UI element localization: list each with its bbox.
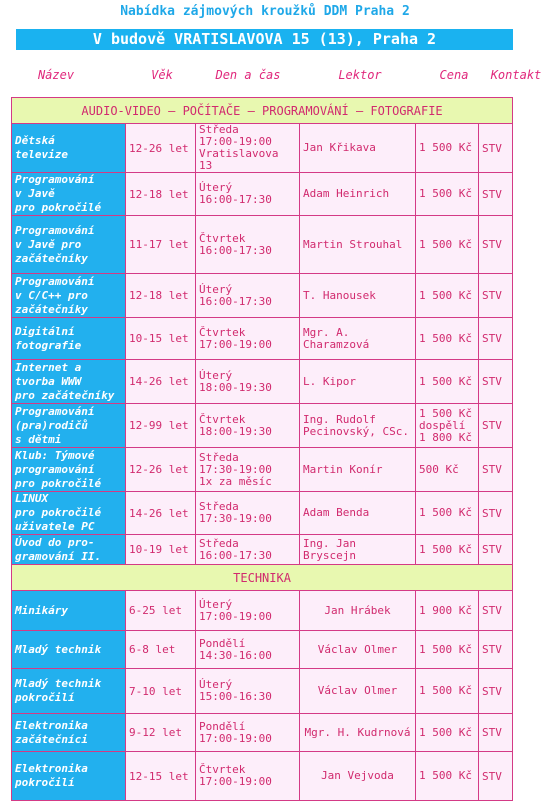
course-teacher: L. Kipor <box>300 360 416 404</box>
course-day-time: Středa 16:00-17:30 <box>196 535 300 565</box>
course-contact: STV <box>479 752 513 801</box>
course-name: Dětská televize <box>12 124 126 173</box>
course-teacher: Jan Hrábek <box>300 591 416 631</box>
table-row <box>12 124 513 173</box>
course-name: Internet a tvorba WWW pro začátečníky <box>12 360 126 404</box>
course-day-time: Čtvrtek 17:00-19:00 <box>196 752 300 801</box>
course-teacher: Mgr. A. Charamzová <box>300 318 416 360</box>
header-teacher: Lektor <box>338 68 382 82</box>
course-contact: STV <box>479 631 513 669</box>
course-price: 1 500 Kč <box>416 318 479 360</box>
course-name: Mladý technik pokročilí <box>12 669 126 714</box>
course-teacher: Ing. Rudolf Pecinovský, CSc. <box>300 404 416 448</box>
header-age: Věk <box>151 68 173 82</box>
table-row <box>12 404 513 448</box>
course-name: Programování v C/C++ pro začátečníky <box>12 274 126 318</box>
course-price: 1 500 Kč <box>416 124 479 173</box>
table-row <box>12 360 513 404</box>
course-teacher: Václav Olmer <box>300 631 416 669</box>
course-age: 12-18 let <box>126 173 196 216</box>
course-name: Programování v Javě pro začátečníky <box>12 216 126 274</box>
course-day-time: Středa 17:00-19:00 Vratislavova 13 <box>196 124 300 173</box>
course-day-time: Pondělí 14:30-16:00 <box>196 631 300 669</box>
page-title: Nabídka zájmových kroužků DDM Praha 2 <box>120 4 410 19</box>
course-day-time: Úterý 16:00-17:30 <box>196 274 300 318</box>
course-contact: STV <box>479 591 513 631</box>
course-price: 1 500 Kč <box>416 173 479 216</box>
course-contact: STV <box>479 448 513 492</box>
course-day-time: Pondělí 17:00-19:00 <box>196 714 300 752</box>
header-name: Název <box>37 68 75 82</box>
course-age: 12-26 let <box>126 124 196 173</box>
header-contact: Kontakt <box>490 68 542 82</box>
course-day-time: Úterý 16:00-17:30 <box>196 173 300 216</box>
course-price: 1 500 Kč <box>416 492 479 535</box>
course-age: 10-15 let <box>126 318 196 360</box>
course-age: 12-26 let <box>126 448 196 492</box>
course-contact: STV <box>479 535 513 565</box>
course-teacher: Mgr. H. Kudrnová <box>300 714 416 752</box>
course-age: 9-12 let <box>126 714 196 752</box>
course-age: 6-25 let <box>126 591 196 631</box>
table-row <box>12 631 513 669</box>
table-row <box>12 274 513 318</box>
table-row <box>12 752 513 801</box>
course-contact: STV <box>479 360 513 404</box>
header-price: Cena <box>439 68 469 82</box>
course-age: 12-15 let <box>126 752 196 801</box>
table-row <box>12 173 513 216</box>
course-price: 500 Kč <box>416 448 479 492</box>
section-title: AUDIO-VIDEO – POČÍTAČE – PROGRAMOVÁNÍ – FOTOGRAFIE <box>12 98 513 124</box>
course-name: Klub: Týmové programování pro pokročilé <box>12 448 126 492</box>
course-name: Minikáry <box>12 591 126 631</box>
section-title: TECHNIKA <box>12 565 513 591</box>
course-teacher: Martin Konír <box>300 448 416 492</box>
course-day-time: Úterý 18:00-19:30 <box>196 360 300 404</box>
course-teacher: Václav Olmer <box>300 669 416 714</box>
course-age: 14-26 let <box>126 360 196 404</box>
course-price: 1 500 Kč dospělí 1 800 Kč <box>416 404 479 448</box>
course-table <box>11 97 513 801</box>
course-contact: STV <box>479 318 513 360</box>
course-price: 1 500 Kč <box>416 216 479 274</box>
course-name: Digitální fotografie <box>12 318 126 360</box>
table-row <box>12 318 513 360</box>
course-price: 1 500 Kč <box>416 752 479 801</box>
course-contact: STV <box>479 216 513 274</box>
course-teacher: Jan Vejvoda <box>300 752 416 801</box>
course-price: 1 500 Kč <box>416 535 479 565</box>
course-age: 7-10 let <box>126 669 196 714</box>
course-name: Programování v Javě pro pokročilé <box>12 173 126 216</box>
header-day-time: Den a čas <box>215 68 281 82</box>
course-day-time: Úterý 17:00-19:00 <box>196 591 300 631</box>
course-contact: STV <box>479 669 513 714</box>
course-name: Elektronika pokročilí <box>12 752 126 801</box>
course-name: Programování (pra)rodičů s dětmi <box>12 404 126 448</box>
course-contact: STV <box>479 173 513 216</box>
table-row <box>12 669 513 714</box>
course-teacher: T. Hanousek <box>300 274 416 318</box>
course-name: Úvod do pro- gramování II. <box>12 535 126 565</box>
building-banner: V budově VRATISLAVOVA 15 (13), Praha 2 <box>16 29 513 50</box>
course-teacher: Ing. Jan Bryscejn <box>300 535 416 565</box>
course-day-time: Čtvrtek 18:00-19:30 <box>196 404 300 448</box>
course-day-time: Čtvrtek 17:00-19:00 <box>196 318 300 360</box>
course-age: 12-18 let <box>126 274 196 318</box>
course-price: 1 500 Kč <box>416 274 479 318</box>
table-row <box>12 591 513 631</box>
course-teacher: Adam Benda <box>300 492 416 535</box>
course-age: 12-99 let <box>126 404 196 448</box>
course-contact: STV <box>479 714 513 752</box>
course-contact: STV <box>479 492 513 535</box>
table-row <box>12 448 513 492</box>
column-headers <box>0 68 547 86</box>
course-price: 1 500 Kč <box>416 360 479 404</box>
course-day-time: Čtvrtek 16:00-17:30 <box>196 216 300 274</box>
course-age: 11-17 let <box>126 216 196 274</box>
course-day-time: Úterý 15:00-16:30 <box>196 669 300 714</box>
course-age: 14-26 let <box>126 492 196 535</box>
course-teacher: Martin Strouhal <box>300 216 416 274</box>
course-teacher: Adam Heinrich <box>300 173 416 216</box>
course-contact: STV <box>479 404 513 448</box>
course-name: Elektronika začátečníci <box>12 714 126 752</box>
course-name: LINUX pro pokročilé uživatele PC <box>12 492 126 535</box>
course-day-time: Středa 17:30-19:00 <box>196 492 300 535</box>
course-day-time: Středa 17:30-19:00 1x za měsíc <box>196 448 300 492</box>
course-price: 1 500 Kč <box>416 669 479 714</box>
course-contact: STV <box>479 274 513 318</box>
course-price: 1 500 Kč <box>416 714 479 752</box>
course-teacher: Jan Křikava <box>300 124 416 173</box>
table-row <box>12 535 513 565</box>
course-price: 1 900 Kč <box>416 591 479 631</box>
table-row <box>12 714 513 752</box>
course-name: Mladý technik <box>12 631 126 669</box>
course-age: 6-8 let <box>126 631 196 669</box>
table-row <box>12 216 513 274</box>
course-contact: STV <box>479 124 513 173</box>
course-age: 10-19 let <box>126 535 196 565</box>
table-row <box>12 492 513 535</box>
course-price: 1 500 Kč <box>416 631 479 669</box>
